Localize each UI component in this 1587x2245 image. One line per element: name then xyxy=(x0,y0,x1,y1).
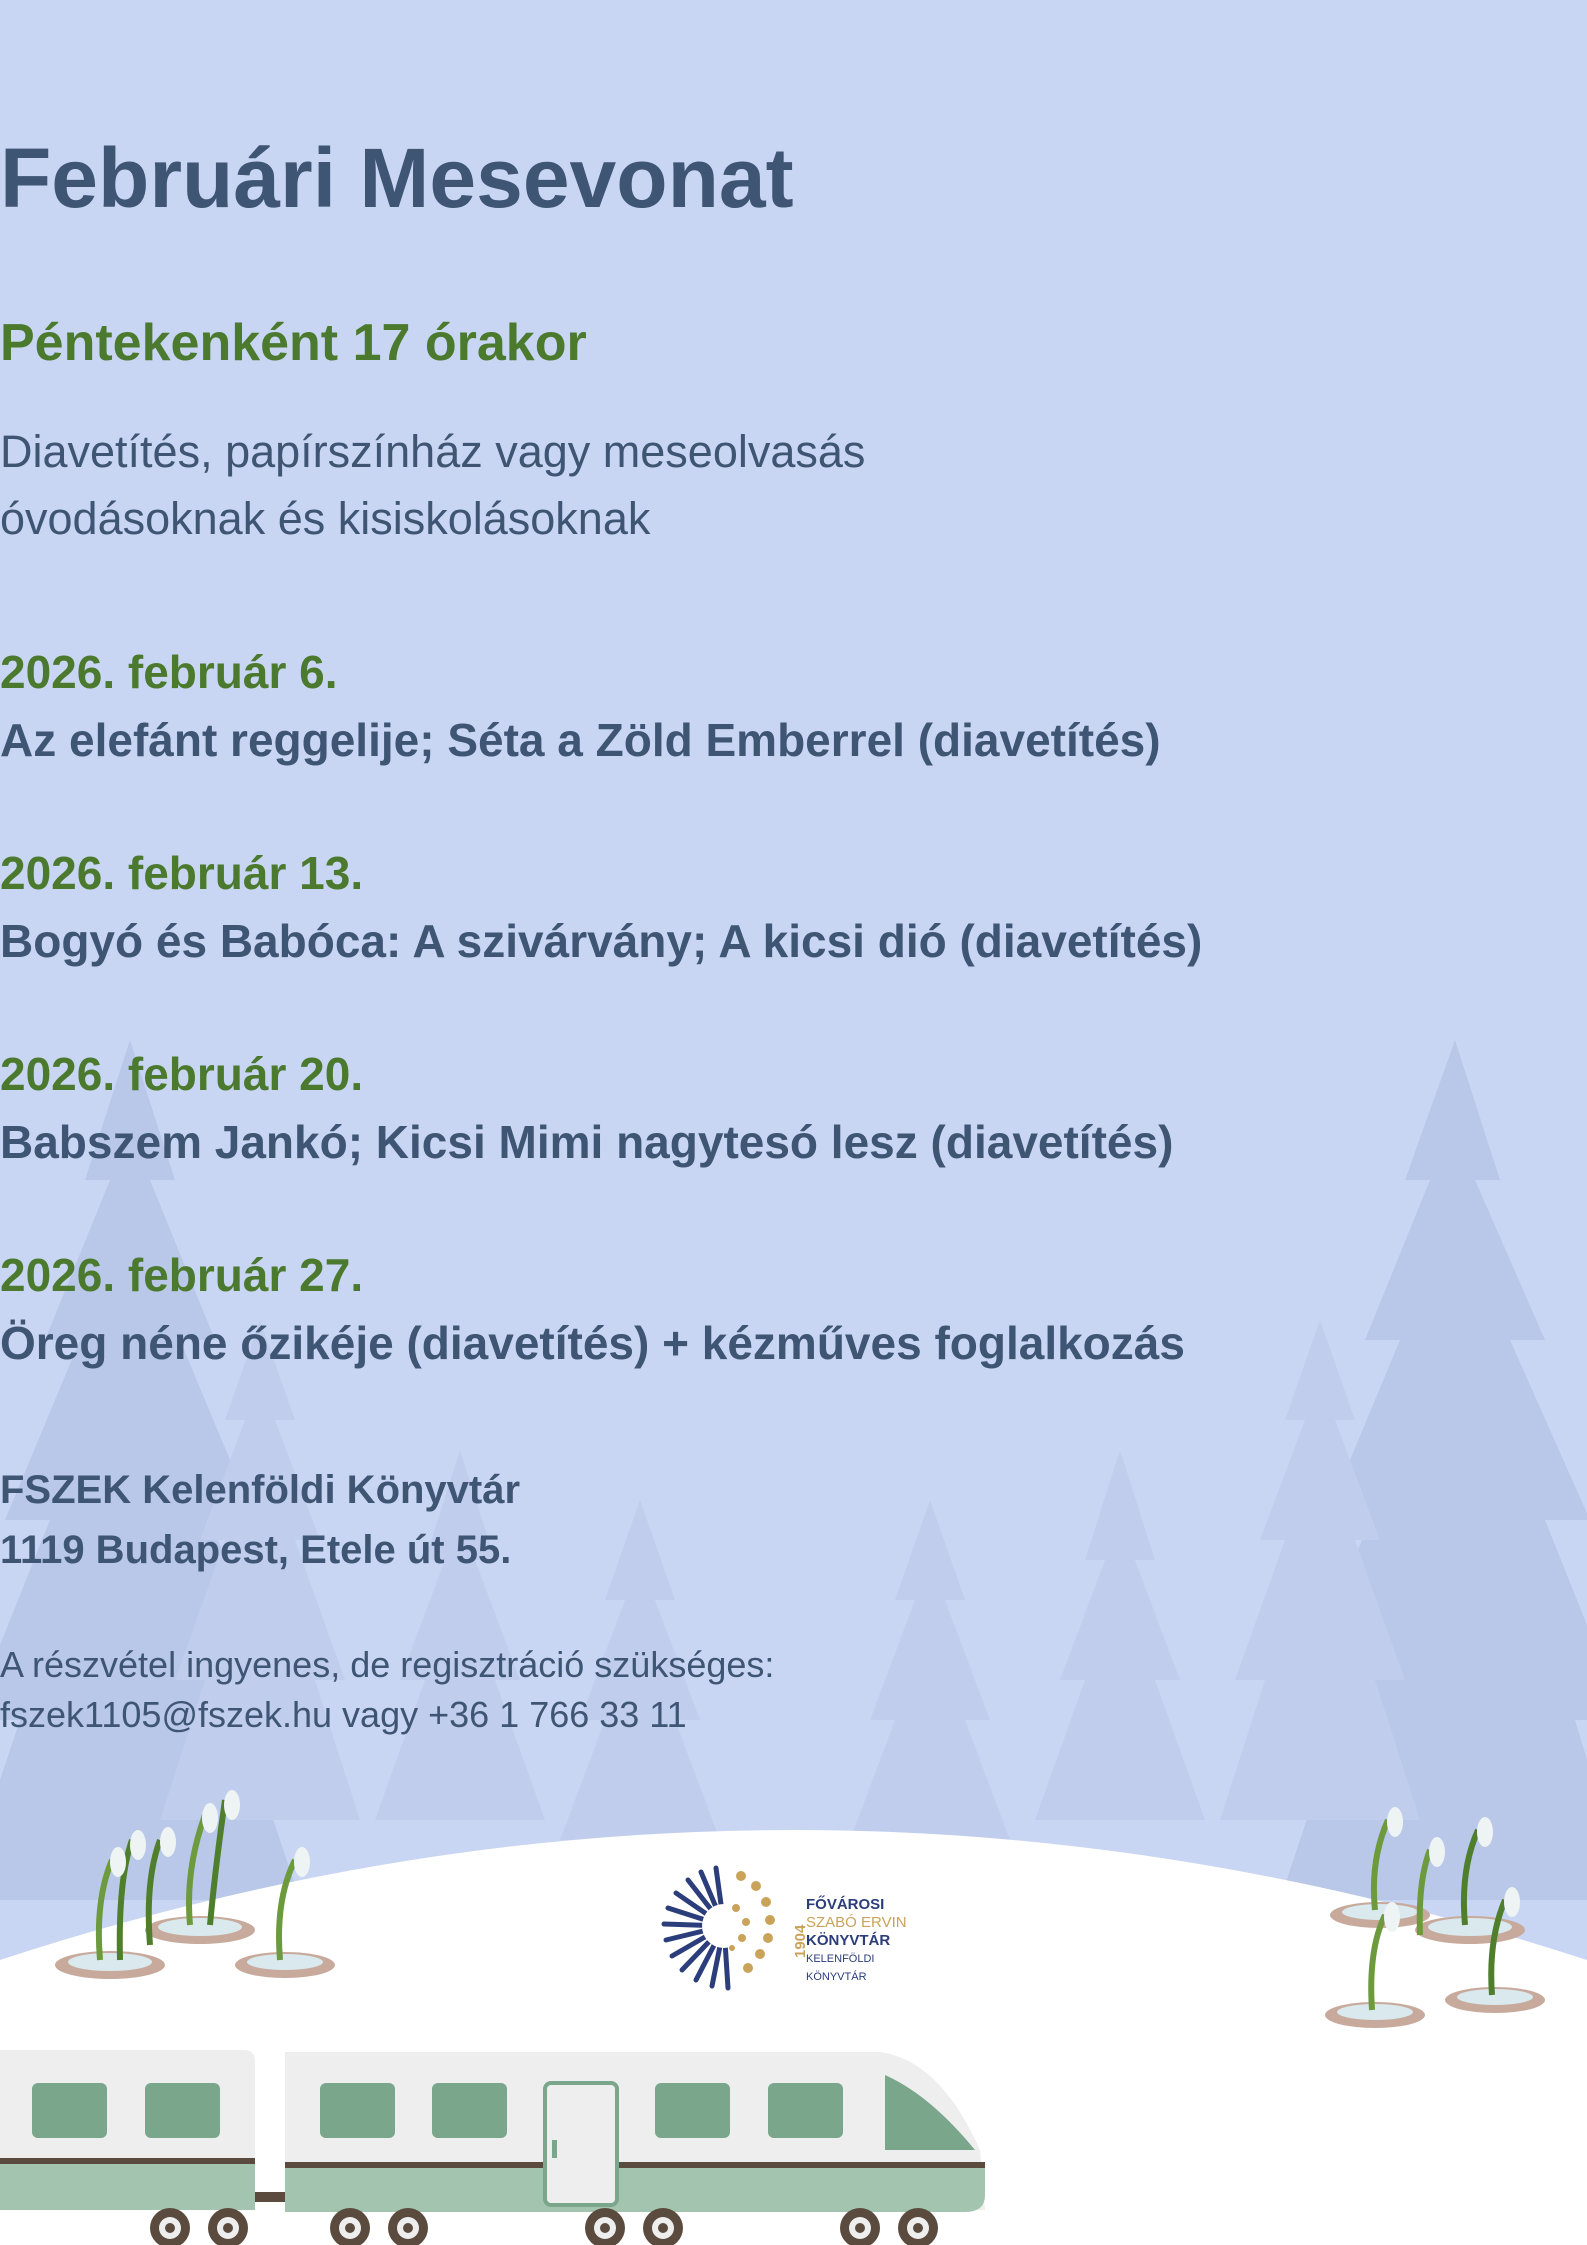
event-title: Bogyó és Babóca: A szivárvány; A kicsi dió (diavetítés) xyxy=(0,915,1203,967)
logo-line-1: FŐVÁROSI xyxy=(806,1896,885,1913)
library-logo-icon xyxy=(656,1858,936,1994)
event-item xyxy=(0,637,1587,774)
schedule-subtitle: Péntekenként 17 órakor xyxy=(0,314,587,372)
venue-name: FSZEK Kelenföldi Könyvtár xyxy=(0,1468,521,1512)
program-description xyxy=(0,418,1587,552)
logo-year: 1904 xyxy=(792,1924,809,1958)
logo-line-3: KÖNYVTÁR xyxy=(806,1932,891,1949)
event-title: Öreg néne őzikéje (diavetítés) + kézműves foglalkozás xyxy=(0,1317,1185,1369)
event-title: Az elefánt reggelije; Séta a Zöld Emberrel (diavetítés) xyxy=(0,714,1161,766)
event-title: Babszem Jankó; Kicsi Mimi nagytesó lesz (diavetítés) xyxy=(0,1116,1174,1168)
event-date: 2026. február 20. xyxy=(0,1048,364,1100)
logo-line-4: KELENFÖLDI KÖNYVTÁR xyxy=(806,1953,875,1983)
description-line-2: óvodásoknak és kisiskolásoknak xyxy=(0,493,651,544)
venue-address: 1119 Budapest, Etele út 55. xyxy=(0,1528,512,1572)
event-item xyxy=(0,1240,1587,1377)
event-date: 2026. február 6. xyxy=(0,646,338,698)
registration-info xyxy=(0,1640,1587,1740)
page-title: Februári Mesevonat xyxy=(0,131,794,225)
registration-contact: fszek1105@fszek.hu vagy +36 1 766 33 11 xyxy=(0,1694,687,1735)
event-item xyxy=(0,838,1587,975)
description-line-1: Diavetítés, papírszínház vagy meseolvasás xyxy=(0,426,866,477)
logo-line-2: SZABÓ ERVIN xyxy=(806,1914,907,1931)
event-date: 2026. február 27. xyxy=(0,1249,364,1301)
logo-mark xyxy=(656,1858,796,1994)
event-date: 2026. február 13. xyxy=(0,847,364,899)
event-item xyxy=(0,1039,1587,1176)
logo-text xyxy=(806,1896,936,1986)
venue-info xyxy=(0,1460,1587,1580)
registration-note: A részvétel ingyenes, de regisztráció szükséges: xyxy=(0,1644,775,1685)
